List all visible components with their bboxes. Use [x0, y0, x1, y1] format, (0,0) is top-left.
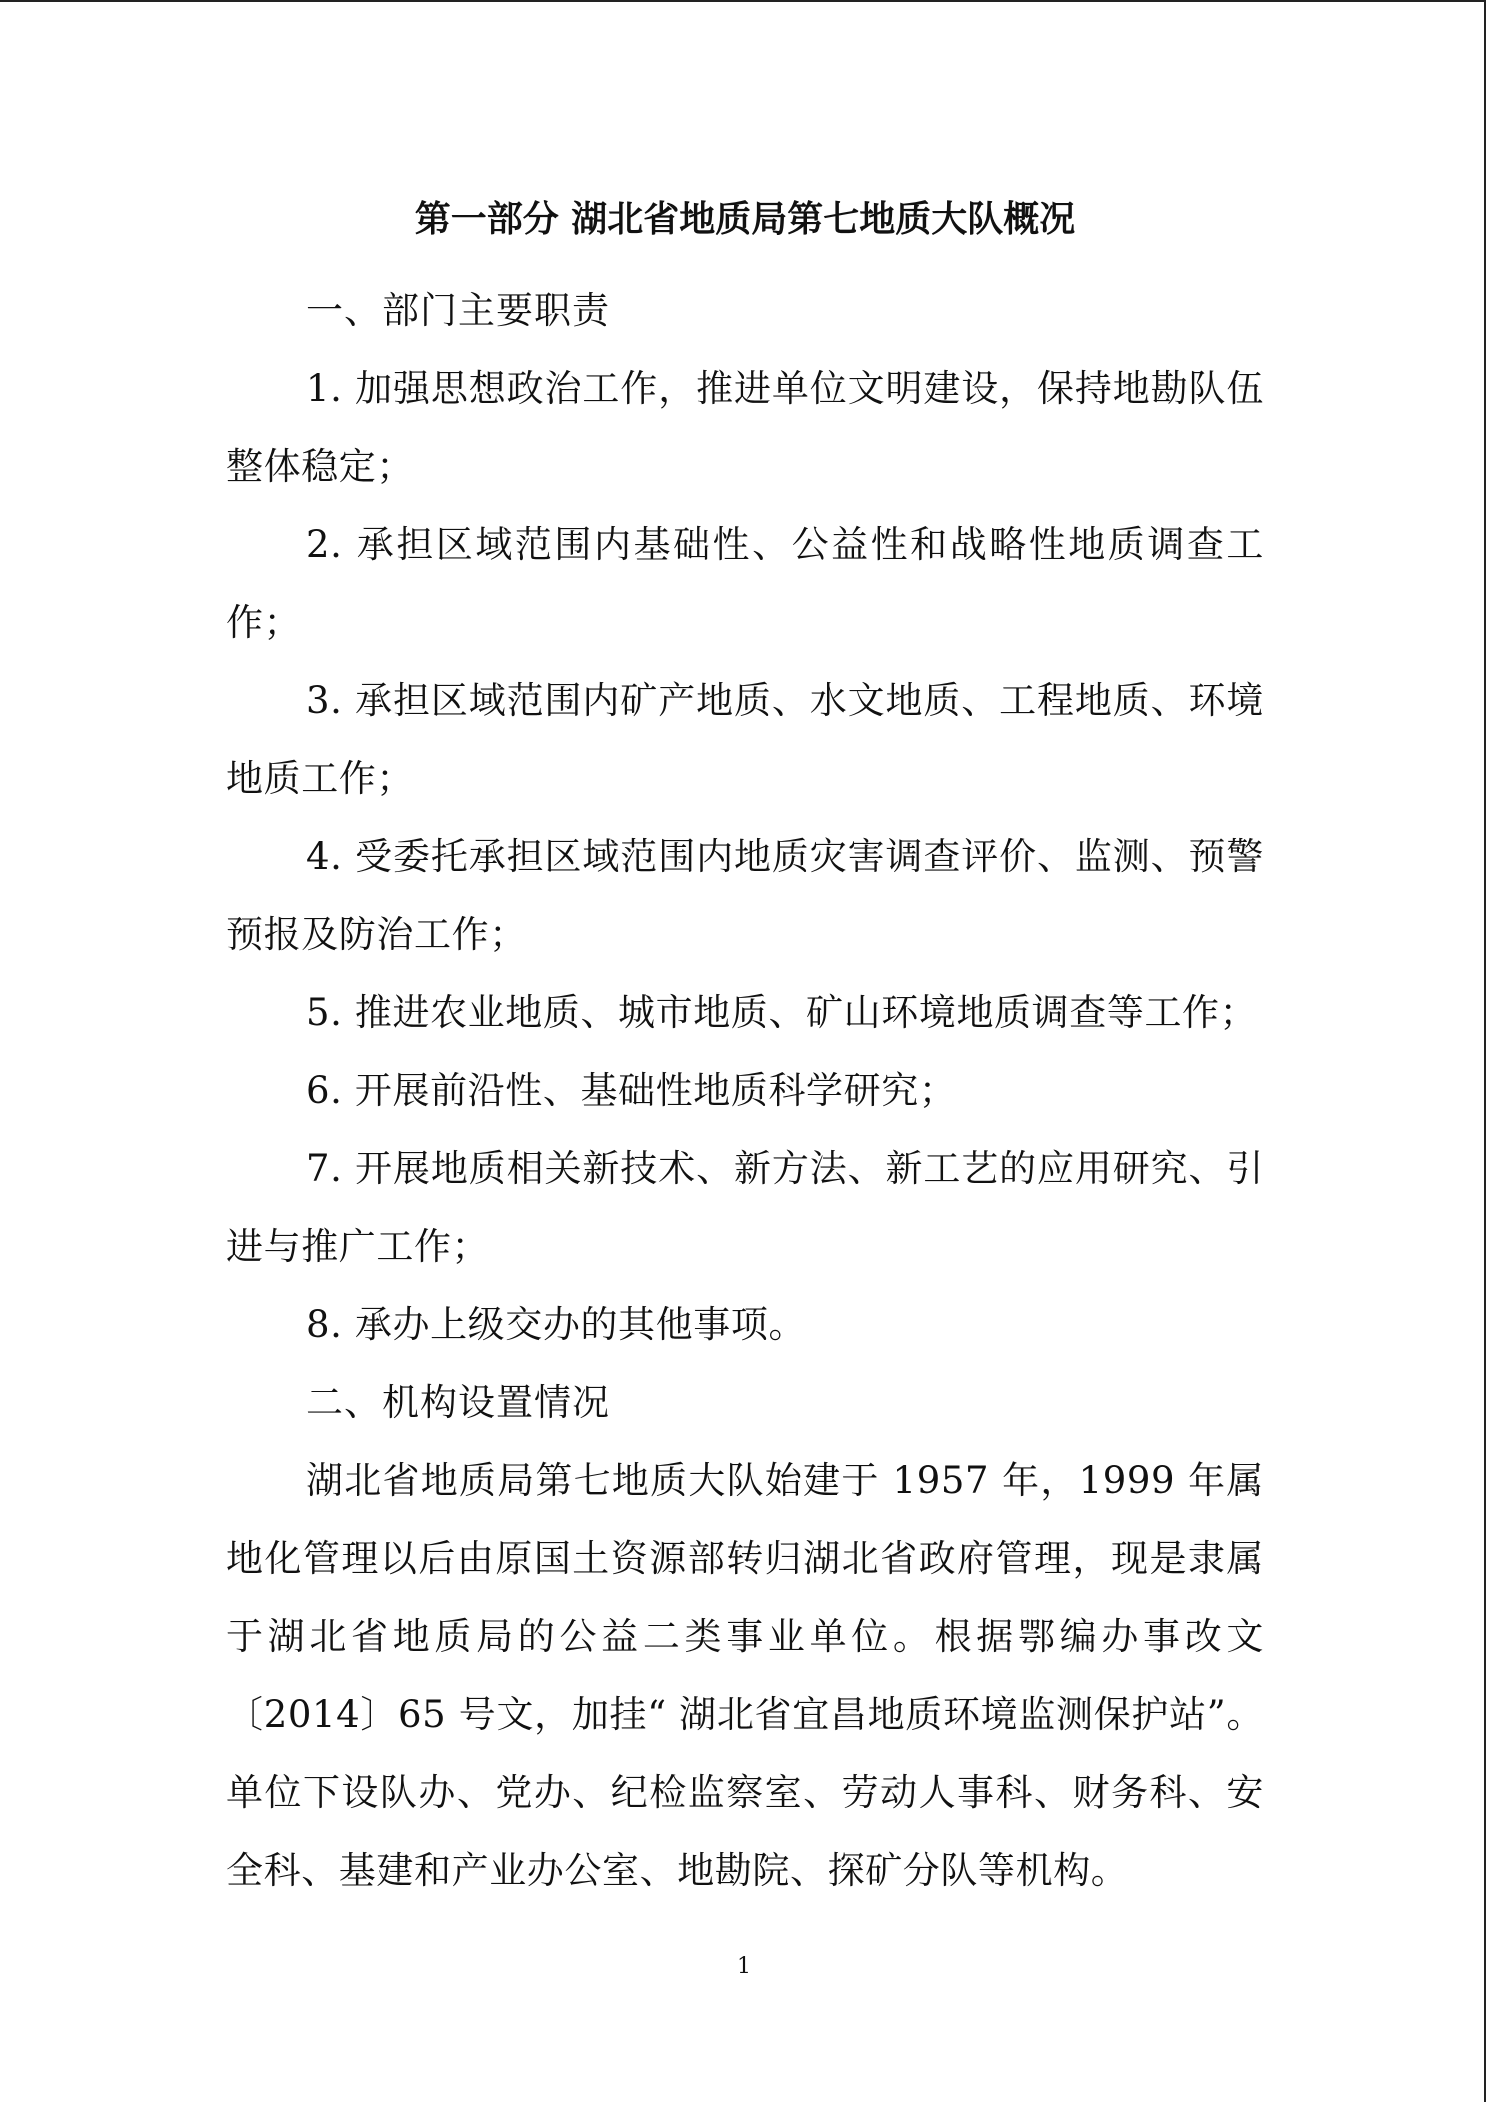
duty-item-5: 5. 推进农业地质、城市地质、矿山环境地质调查等工作； [306, 991, 1258, 1034]
page-number: 1 [737, 1954, 751, 1979]
section-heading-duties: 一、部门主要职责 [306, 289, 610, 332]
duty-item-4: 4. 受委托承担区域范围内地质灾害调查评价、监测、预警预报及防治工作； [226, 835, 1264, 956]
organization-paragraph: 湖北省地质局第七地质大队始建于 1957 年，1999 年属地化管理以后由原国土资源部转归湖北省政府管理，现是隶属于湖北省地质局的公益二类事业单位。根据鄂编办事改文〔2014〕65 号文，加挂“ 湖北省宜昌地质环境监测保护站”。单位下设队办、党办、纪检监察室、劳动人事科、财务科、安全科、基建和产业办公室、地勘院、探矿分队等机构。 [226, 1459, 1264, 1892]
document-body [226, 194, 1264, 1910]
duty-item-2: 2. 承担区域范围内基础性、公益性和战略性地质调查工作； [226, 523, 1264, 644]
section-heading-organization: 二、机构设置情况 [306, 1381, 610, 1424]
duty-item-8: 8. 承办上级交办的其他事项。 [306, 1303, 807, 1346]
duty-item-3: 3. 承担区域范围内矿产地质、水文地质、工程地质、环境地质工作； [226, 679, 1264, 800]
duty-item-1: 1. 加强思想政治工作，推进单位文明建设，保持地勘队伍整体稳定； [226, 367, 1264, 488]
duty-item-6: 6. 开展前沿性、基础性地质科学研究； [306, 1069, 957, 1112]
duty-item-7: 7. 开展地质相关新技术、新方法、新工艺的应用研究、引进与推广工作； [226, 1147, 1264, 1268]
document-title: 第一部分 湖北省地质局第七地质大队概况 [414, 199, 1076, 240]
